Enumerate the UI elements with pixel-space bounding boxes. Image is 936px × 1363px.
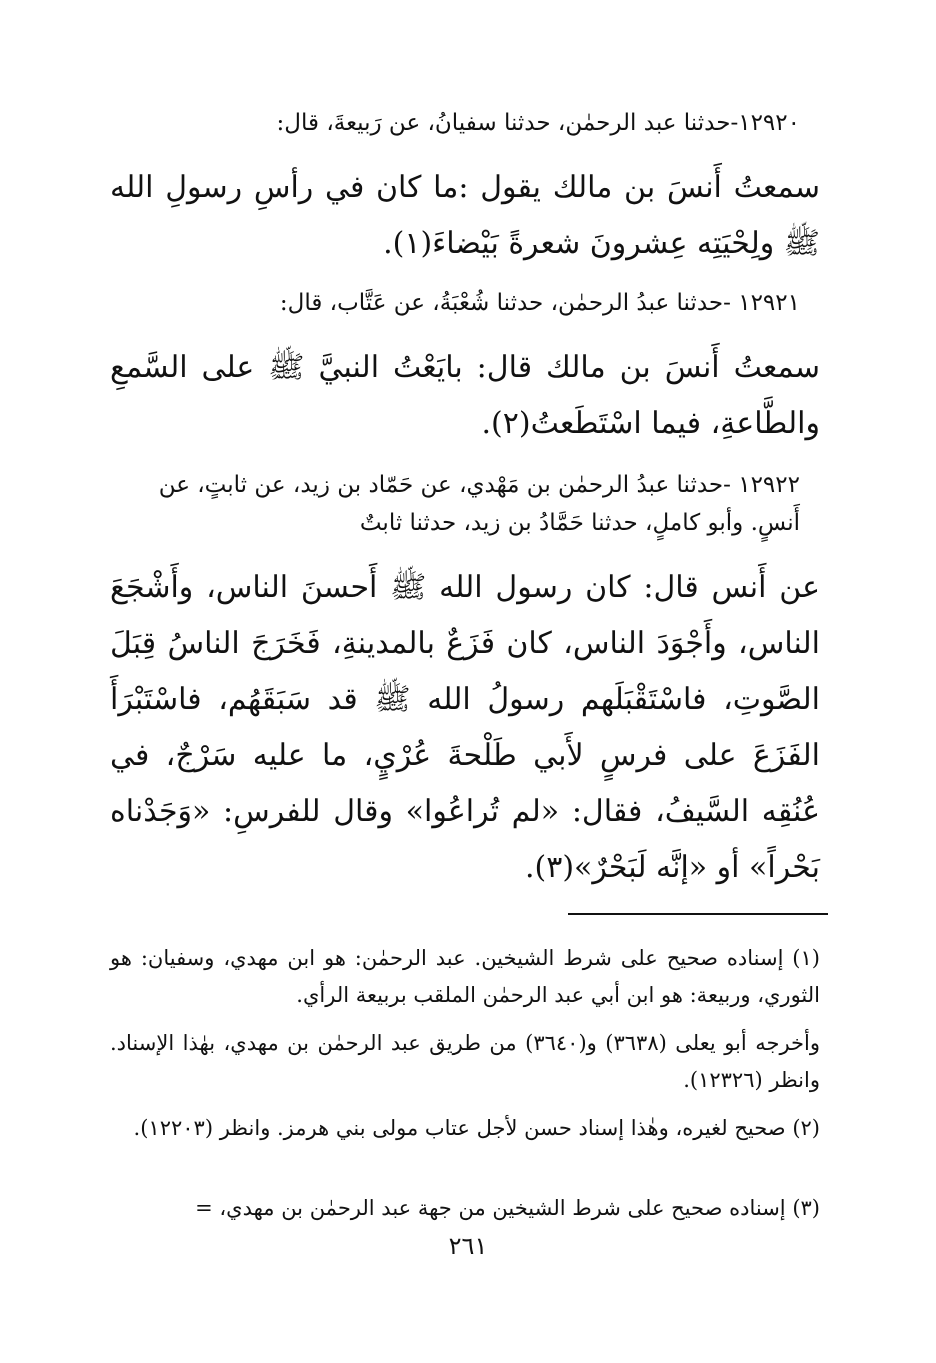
hadith-12922-chain: ١٢٩٢٢ -حدثنا عبدُ الرحمٰن بن مَهْدي، عن حَمّاد بن زيد، عن ثابتٍ، عن أَنسٍ. وأبو كاملٍ، حدثنا حَمَّادُ بن زيد، حدثنا ثابتٌ [158,472,800,536]
hadith-12921-text: سمعتُ أَنسَ بن مالك قال: بايَعْتُ النبيَّ ﷺ على السَّمعِ والطَّاعةِ، فيما اسْتَطَعتُ(٢). [110,350,820,441]
hadith-12920-chain: ١٢٩٢٠-حدثنا عبد الرحمٰن، حدثنا سفيانُ، عن رَبيعةَ، قال: [276,110,800,136]
page-number: ٢٦١ [448,1232,488,1260]
footnote-divider [568,913,828,915]
hadith-12920-text: سمعتُ أَنسَ بن مالك يقول :ما كان في رأسِ رسولِ الله ﷺ ولِحْيَتِه عِشرونَ شعرةً بَيْضاءَ(١). [110,170,820,261]
footnote-3: (٣) إسناده صحيح على شرط الشيخين من جهة عبد الرحمٰن بن مهدي، = [195,1196,820,1220]
hadith-12922-text: عن أَنس قال: كان رسول الله ﷺ أَحسنَ الناس، وأَشْجَعَ الناس، وأَجْوَدَ الناس، كان فَزَعٌ بالمدينةِ، فَخَرَجَ الناسُ قِبَلَ الصَّوتِ، فاسْتَقْبَلَهم رسولُ الله ﷺ قد سَبَقَهُم، فاسْتَبْرَأَ الفَزَعَ على فرسٍ لأَبي طَلْحةَ عُرْيٍ، ما عليه سَرْجٌ، في عُنُقِه السَّيفُ، فقال: «لم تُراعُوا» وقال للفرسِ: «وَجَدْناه بَحْراً» أو «إنَّه لَبَحْرٌ»(٣). [110,570,820,885]
footnote-1-continuation: وأخرجه أبو يعلى (٣٦٣٨) و(٣٦٤٠) من طريق عبد الرحمٰن بن مهدي، بهٰذا الإسناد. وانظر (١٢٣٢٦). [110,1031,821,1092]
hadith-12921-chain: ١٢٩٢١ -حدثنا عبدُ الرحمٰن، حدثنا شُعْبَةُ، عن عَتَّاب، قال: [279,290,800,316]
footnote-1: (١) إسناده صحيح على شرط الشيخين. عبد الرحمٰن: هو ابن مهدي، وسفيان: هو الثوري، وربيعة: هو ابن أبي عبد الرحمٰن الملقب بربيعة الرأي. [110,946,820,1007]
footnote-2: (٢) صحيح لغيره، وهٰذا إسناد حسن لأجل عتاب مولى بني هرمز. وانظر (١٢٢٠٣). [133,1116,820,1140]
